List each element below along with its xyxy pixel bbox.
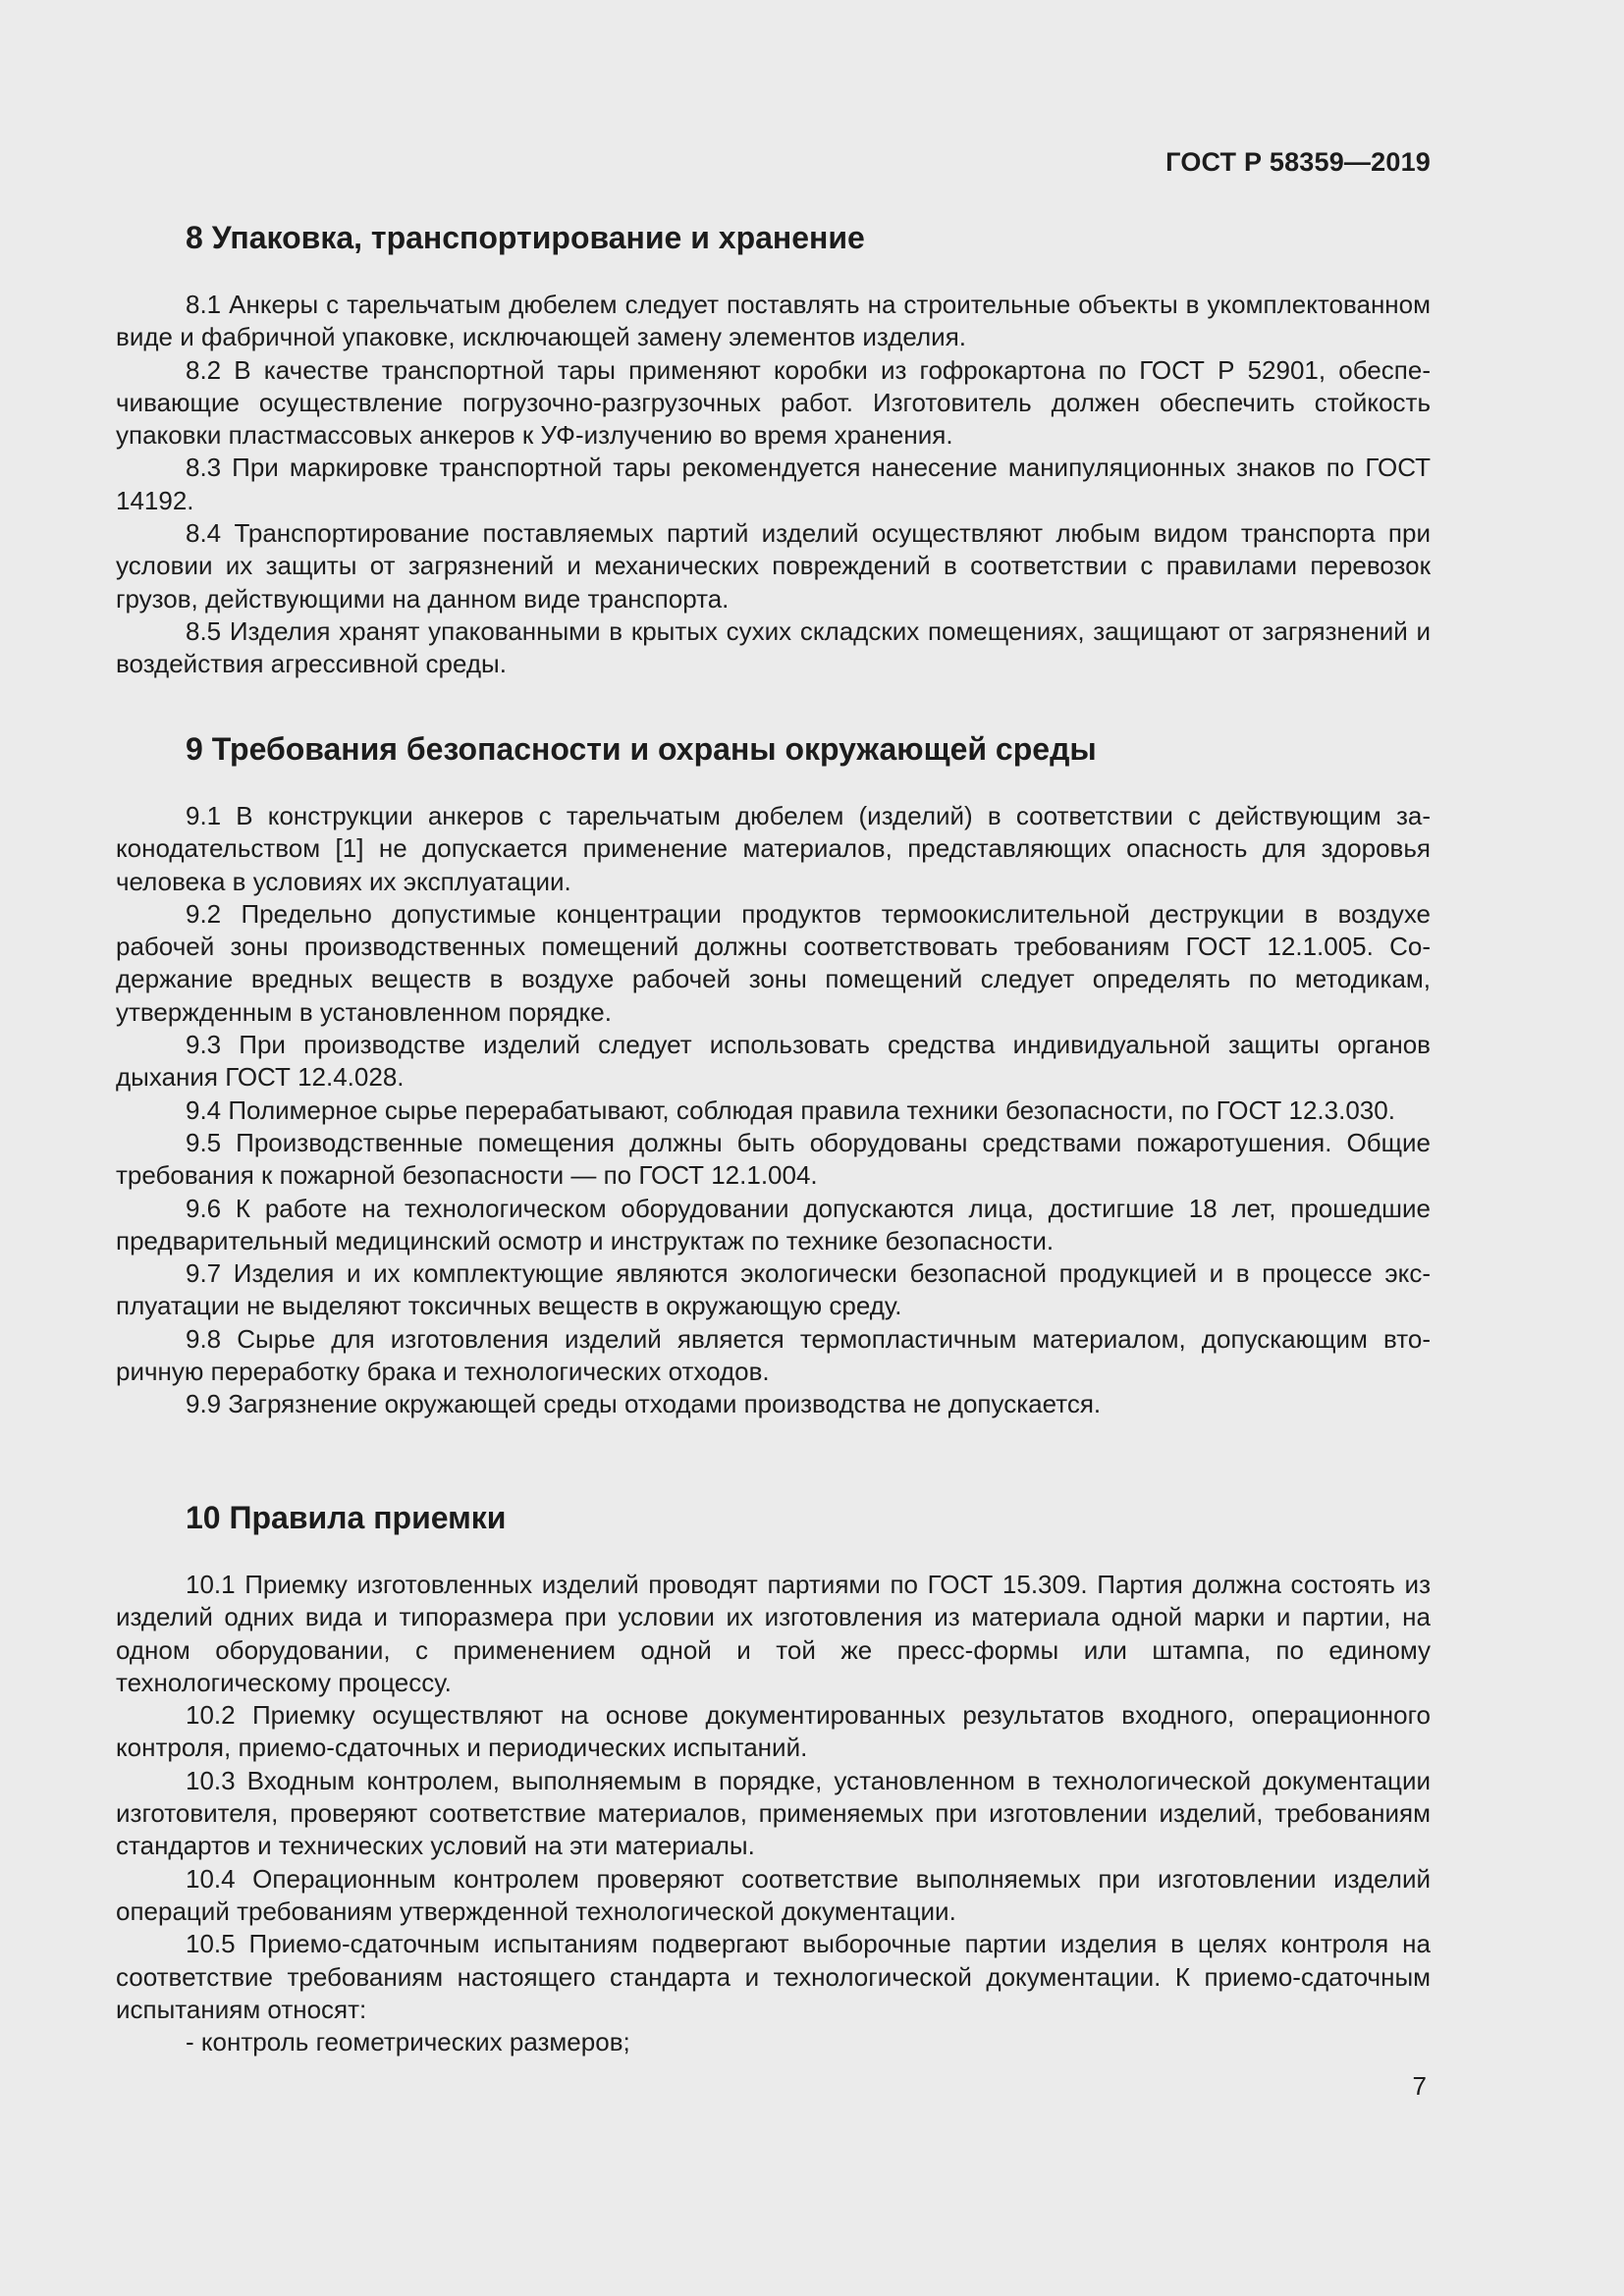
section-8-title: 8 Упаковка, транспортирование и хранение (186, 220, 865, 255)
section-10 (116, 1498, 1431, 2058)
paragraph-9-5: 9.5 Производственные помещения должны быть оборудованы средствами пожаротушения. Общие требования к пожарной безопасности — по ГОСТ 12.1.004. (116, 1127, 1431, 1191)
paragraph-8-2: 8.2 В качестве транспортной тары применяют коробки из гофрокартона по ГОСТ Р 52901, обеспечивающие осуществление погрузочно-разгрузочных работ. Изготовитель должен обеспечить стойкость упаковки пластмассовых анкеров к УФ-излучению во время хранения. (116, 354, 1431, 451)
section-9-title: 9 Требования безопасности и охраны окружающей среды (186, 731, 1097, 767)
paragraph-9-6: 9.6 К работе на технологическом оборудовании допускаются лица, достигшие 18 лет, прошедшие предварительный медицинский осмотр и инструктаж по технике безопасности. (116, 1193, 1431, 1255)
paragraph-10-3: 10.3 Входным контролем, выполняемым в порядке, установленном в технологической документации изготовителя, проверяют соответствие материалов, применяемых при изготовлении изделий, требованиям стандартов и технических условий на эти материалы. (116, 1765, 1431, 1861)
document-code: ГОСТ Р 58359—2019 (1165, 147, 1431, 177)
paragraph-9-1: 9.1 В конструкции анкеров с тарельчатым дюбелем (изделий) в соответствии с действующим законодательством [1] не допускается применение материалов, представляющих опасность для здоровья человека в условиях их эксплуатации. (116, 801, 1431, 896)
section-9 (116, 729, 1431, 1421)
list-item: - контроль геометрических размеров; (186, 2027, 630, 2057)
paragraph-9-7: 9.7 Изделия и их комплектующие являются экологически безопасной продукцией и в процессе эксплуатации не выделяют токсичных веществ в окружающую среду. (116, 1258, 1431, 1321)
paragraph-9-2: 9.2 Предельно допустимые концентрации продуктов термоокислительной деструкции в воздухе рабочей зоны производственных помещений должны соответствовать требованиям ГОСТ 12.1.005. Содержание вредных веществ в воздухе рабочей зоны помещений следует определять по методикам, утвержденным в установленном порядке. (116, 898, 1431, 1027)
section-10-title: 10 Правила приемки (186, 1500, 507, 1535)
paragraph-10-5: 10.5 Приемо-сдаточным испытаниям подвергают выборочные партии изделия в целях контроля на соответствие требованиям настоящего стандарта и технологической документации. К приемо-сдаточным испытаниям относят: (116, 1929, 1431, 2024)
paragraph-9-4: 9.4 Полимерное сырье перерабатывают, соблюдая правила техники безопасности, по ГОСТ 12.3.030. (186, 1095, 1395, 1125)
paragraph-10-2: 10.2 Приемку осуществляют на основе документированных результатов входного, операционного контроля, приемо-сдаточных и периодических испытаний. (116, 1700, 1431, 1763)
paragraph-9-8: 9.8 Сырье для изготовления изделий является термопластичным материалом, допускающим вторичную переработку брака и технологических отходов. (116, 1323, 1431, 1387)
paragraph-8-3: 8.3 При маркировке транспортной тары рекомендуется нанесение манипуляционных знаков по ГОСТ 14192. (116, 453, 1431, 515)
paragraph-8-5: 8.5 Изделия хранят упакованными в крытых сухих складских помещениях, защищают от загрязнений и воздействия агрессивной среды. (116, 615, 1431, 679)
paragraph-8-1: 8.1 Анкеры с тарельчатым дюбелем следует поставлять на строительные объекты в укомплектованном виде и фабричной упаковке, исключающей замену элементов изделия. (116, 290, 1431, 352)
paragraph-10-1: 10.1 Приемку изготовленных изделий проводят партиями по ГОСТ 15.309. Партия должна состоять из изделий одних вида и типоразмера при условии их изготовления из материала одной марки и партии, на одном оборудовании, с применением одной и той же пресс-формы или штампа, по единому технологическому процессу. (116, 1570, 1431, 1697)
paragraph-8-4: 8.4 Транспортирование поставляемых партий изделий осуществляют любым видом транспорта при условии их защиты от загрязнений и механических повреждений в соответствии с правилами перевозок грузов, действующими на данном виде транспорта. (116, 518, 1431, 614)
page-number: 7 (1412, 2071, 1427, 2101)
paragraph-10-4: 10.4 Операционным контролем проверяют соответствие выполняемых при изготовлении изделий операций требованиям утвержденной технологической документации. (116, 1863, 1431, 1926)
paragraph-9-9: 9.9 Загрязнение окружающей среды отходами производства не допускается. (186, 1389, 1102, 1419)
section-8 (116, 218, 1431, 681)
paragraph-9-3: 9.3 При производстве изделий следует использовать средства индивидуальной защиты органов дыхания ГОСТ 12.4.028. (116, 1030, 1431, 1093)
